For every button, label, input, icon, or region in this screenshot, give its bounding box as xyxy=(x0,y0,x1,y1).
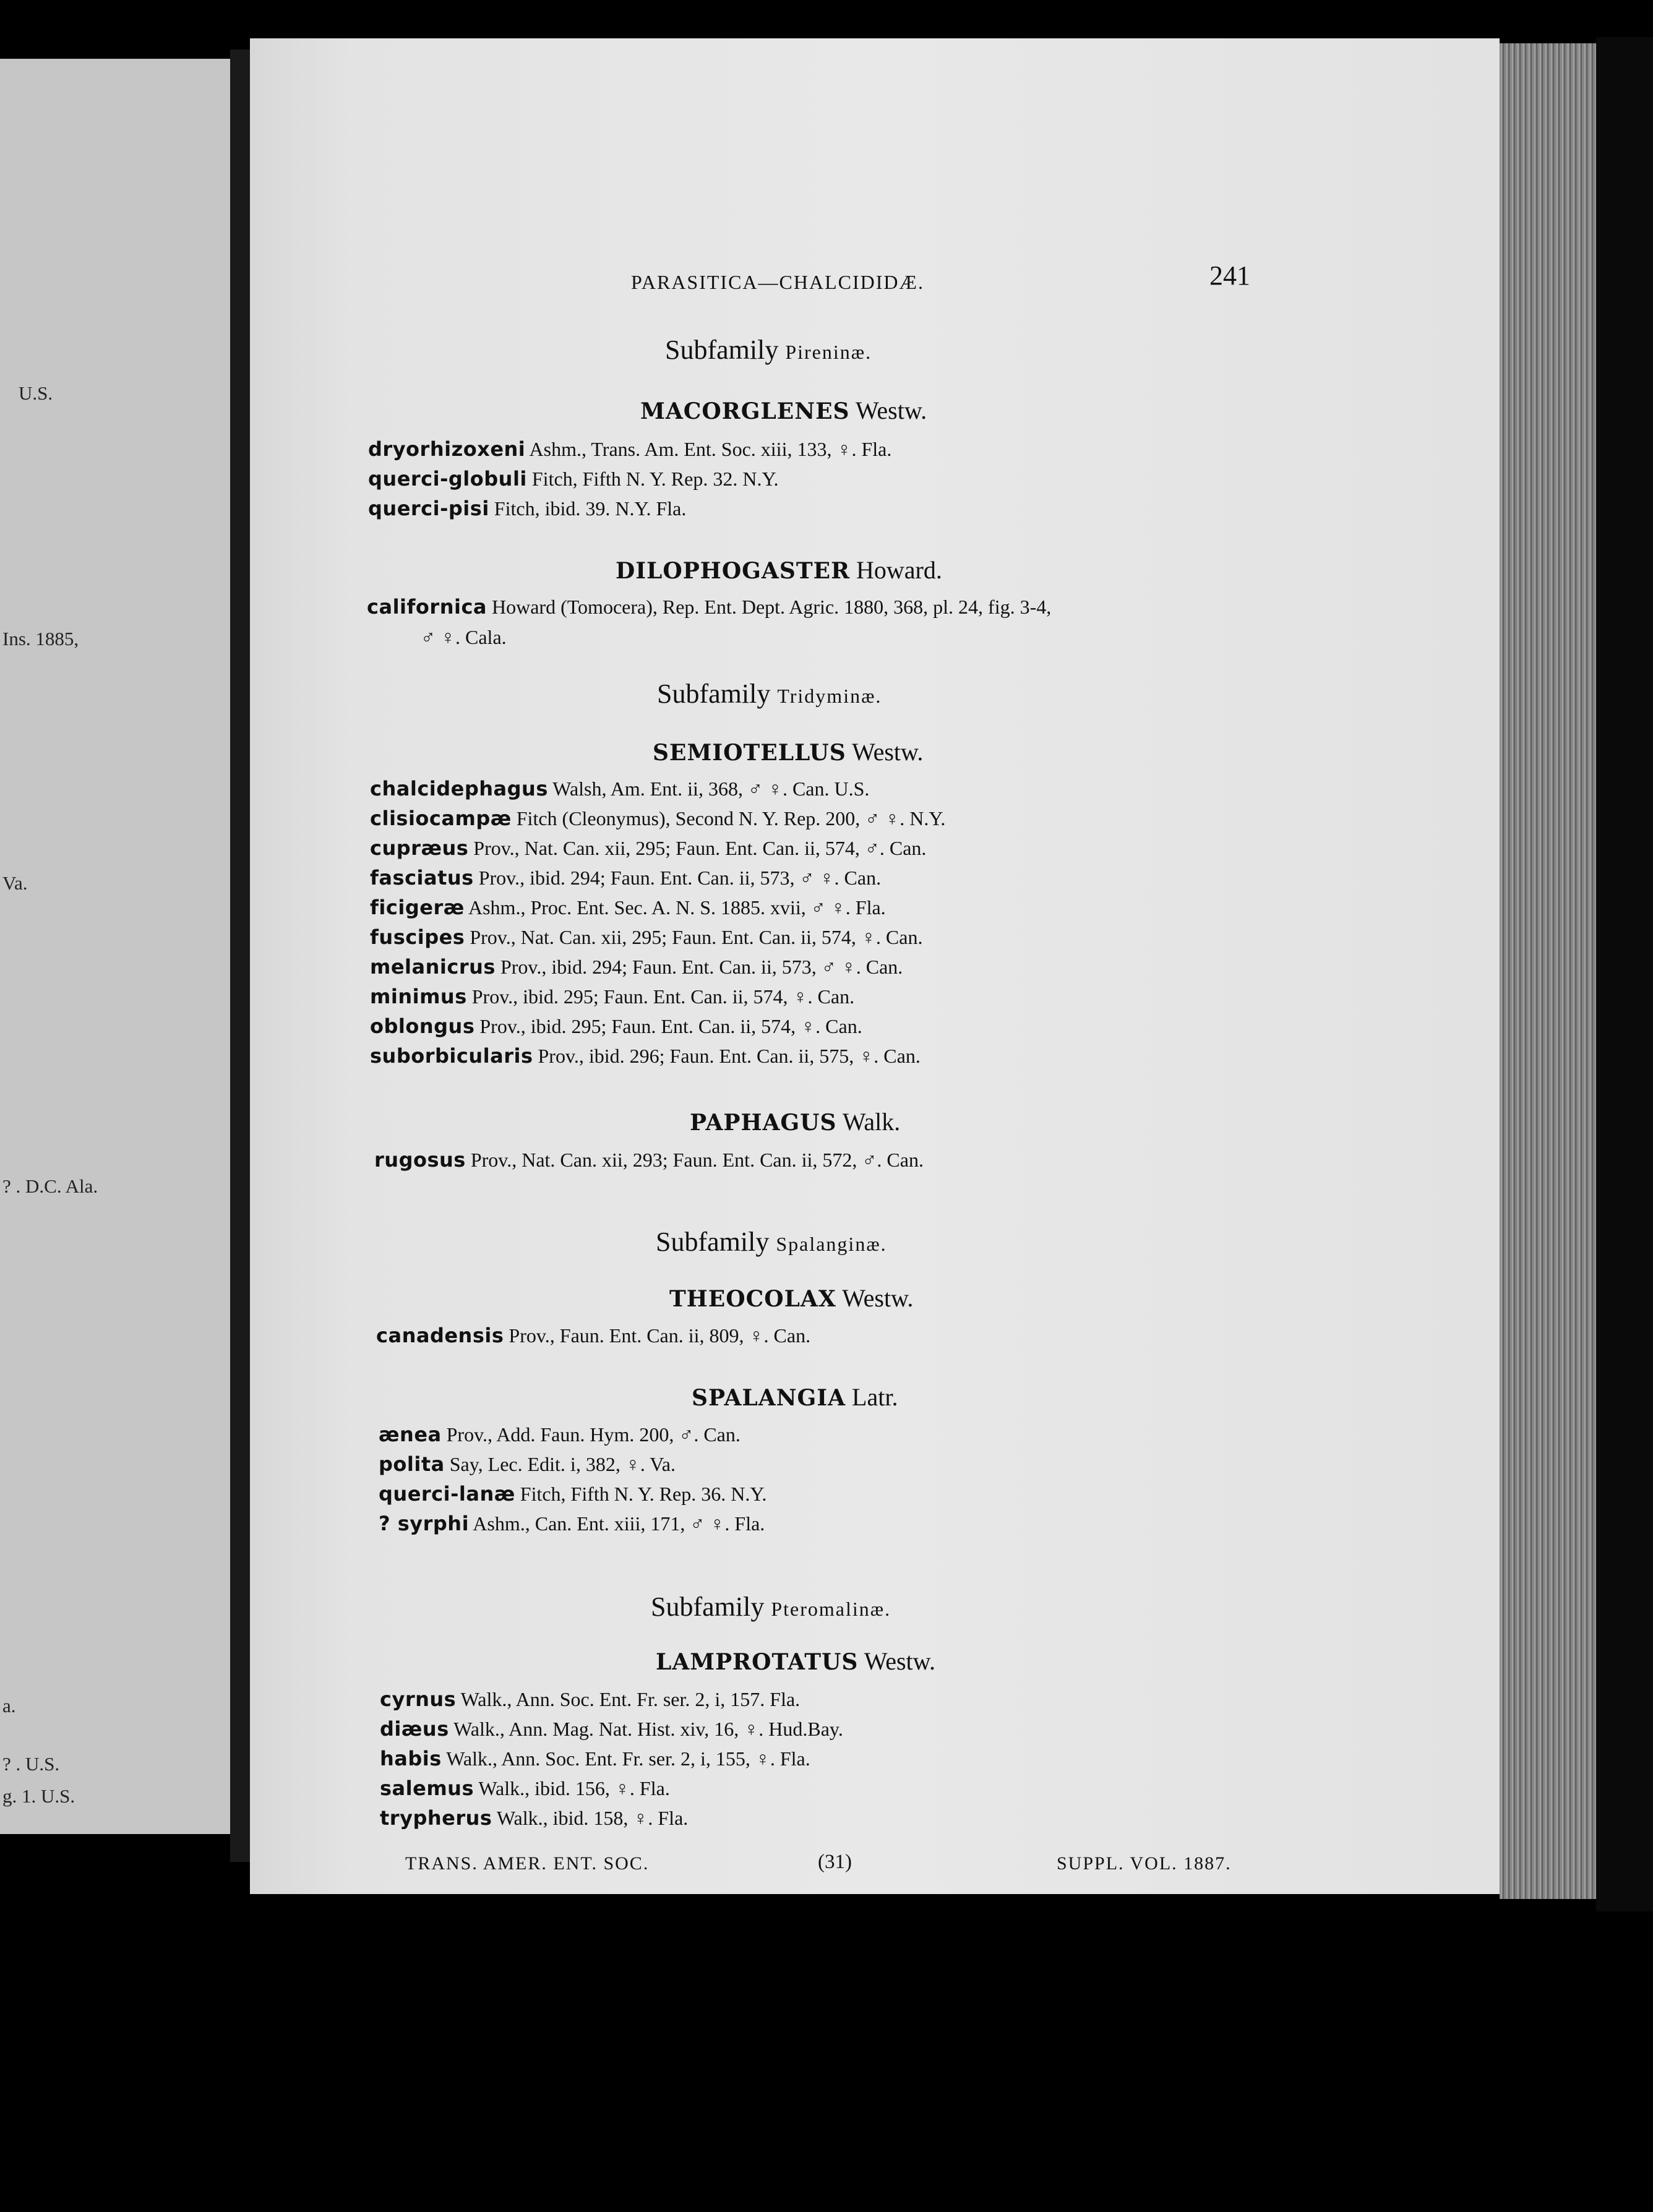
species-entry: melanicrus Prov., ibid. 294; Faun. Ent. Can. ii, 573, ♂ ♀. Can. xyxy=(370,955,903,979)
left-page-fragment: g. 1. U.S. xyxy=(2,1785,75,1807)
left-page-fragment: Ins. 1885, xyxy=(2,628,79,649)
species-entry: clisiocampæ Fitch (Cleonymus), Second N. Y. Rep. 200, ♂ ♀. N.Y. xyxy=(370,807,946,830)
species-entry: ? syrphi Ashm., Can. Ent. xiii, 171, ♂ ♀. Fla. xyxy=(379,1512,765,1535)
species-entry: fasciatus Prov., ibid. 294; Faun. Ent. Can. ii, 573, ♂ ♀. Can. xyxy=(370,866,882,890)
species-entry: querci-pisi Fitch, ibid. 39. N.Y. Fla. xyxy=(368,497,687,520)
subfamily-heading: Subfamily Pteromalinæ. xyxy=(651,1592,891,1622)
species-entry: canadensis Prov., Faun. Ent. Can. ii, 809, ♀. Can. xyxy=(376,1324,811,1347)
subfamily-heading: Subfamily Pireninæ. xyxy=(665,335,872,365)
left-page-fragment: U.S. xyxy=(19,382,53,404)
species-entry: chalcidephagus Walsh, Am. Ent. ii, 368, ♂ ♀. Can. U.S. xyxy=(370,777,870,800)
left-page-fragment: ? . D.C. Ala. xyxy=(2,1175,98,1197)
species-entry: fuscipes Prov., Nat. Can. xii, 295; Faun. Ent. Can. ii, 574, ♀. Can. xyxy=(370,925,923,949)
genus-heading: PAPHAGUS Walk. xyxy=(690,1108,901,1136)
species-entry: ænea Prov., Add. Faun. Hym. 200, ♂. Can. xyxy=(379,1423,741,1446)
genus-heading: DILOPHOGASTER Howard. xyxy=(616,556,942,584)
species-entry: cupræus Prov., Nat. Can. xii, 295; Faun. Ent. Can. ii, 574, ♂. Can. xyxy=(370,836,927,860)
species-entry: cyrnus Walk., Ann. Soc. Ent. Fr. ser. 2, i, 157. Fla. xyxy=(380,1687,801,1711)
page-edges xyxy=(1500,43,1596,1899)
footer-volume: SUPPL. VOL. 1887. xyxy=(1057,1853,1232,1874)
species-entry-continuation: ♂ ♀. Cala. xyxy=(421,626,507,648)
genus-heading: MACORGLENES Westw. xyxy=(640,397,927,424)
subfamily-heading: Subfamily Spalanginæ. xyxy=(656,1227,887,1257)
species-entry: habis Walk., Ann. Soc. Ent. Fr. ser. 2, i, 155, ♀. Fla. xyxy=(380,1747,810,1770)
species-entry: salemus Walk., ibid. 156, ♀. Fla. xyxy=(380,1777,670,1800)
left-page-fragment: ? . U.S. xyxy=(2,1753,60,1775)
species-entry: polita Say, Lec. Edit. i, 382, ♀. Va. xyxy=(379,1452,676,1476)
species-entry: minimus Prov., ibid. 295; Faun. Ent. Can. ii, 574, ♀. Can. xyxy=(370,985,855,1008)
genus-heading: THEOCOLAX Westw. xyxy=(669,1284,914,1312)
left-page-fragment: Va. xyxy=(2,872,28,894)
species-entry: dryorhizoxeni Ashm., Trans. Am. Ent. Soc. xiii, 133, ♀. Fla. xyxy=(368,437,892,461)
species-entry: rugosus Prov., Nat. Can. xii, 293; Faun. Ent. Can. ii, 572, ♂. Can. xyxy=(374,1148,924,1172)
footer-journal: TRANS. AMER. ENT. SOC. xyxy=(405,1853,650,1874)
species-entry: suborbicularis Prov., ibid. 296; Faun. Ent. Can. ii, 575, ♀. Can. xyxy=(370,1044,921,1068)
species-entry: diæus Walk., Ann. Mag. Nat. Hist. xiv, 16, ♀. Hud.Bay. xyxy=(380,1717,843,1741)
running-title: PARASITICA—CHALCIDIDÆ. xyxy=(631,271,924,293)
book-gutter xyxy=(230,49,250,1862)
genus-heading: SEMIOTELLUS Westw. xyxy=(653,738,924,766)
species-entry: californica Howard (Tomocera), Rep. Ent. Dept. Agric. 1880, 368, pl. 24, fig. 3-4, xyxy=(367,595,1052,619)
left-page-fragment: a. xyxy=(2,1695,16,1717)
species-entry: trypherus Walk., ibid. 158, ♀. Fla. xyxy=(380,1806,689,1830)
species-entry: oblongus Prov., ibid. 295; Faun. Ent. Can. ii, 574, ♀. Can. xyxy=(370,1014,862,1038)
genus-heading: LAMPROTATUS Westw. xyxy=(656,1647,935,1675)
genus-heading: SPALANGIA Latr. xyxy=(692,1383,898,1411)
footer-signature: (31) xyxy=(818,1851,852,1873)
left-page xyxy=(0,59,230,1834)
page-edges-shadow xyxy=(1596,37,1653,1911)
species-entry: querci-globuli Fitch, Fifth N. Y. Rep. 32. N.Y. xyxy=(368,467,779,491)
subfamily-heading: Subfamily Tridyminæ. xyxy=(657,679,882,709)
page-number: 241 xyxy=(1209,260,1250,291)
species-entry: querci-lanæ Fitch, Fifth N. Y. Rep. 36. N.Y. xyxy=(379,1482,767,1506)
species-entry: ficigeræ Ashm., Proc. Ent. Sec. A. N. S. 1885. xvii, ♂ ♀. Fla. xyxy=(370,896,886,919)
